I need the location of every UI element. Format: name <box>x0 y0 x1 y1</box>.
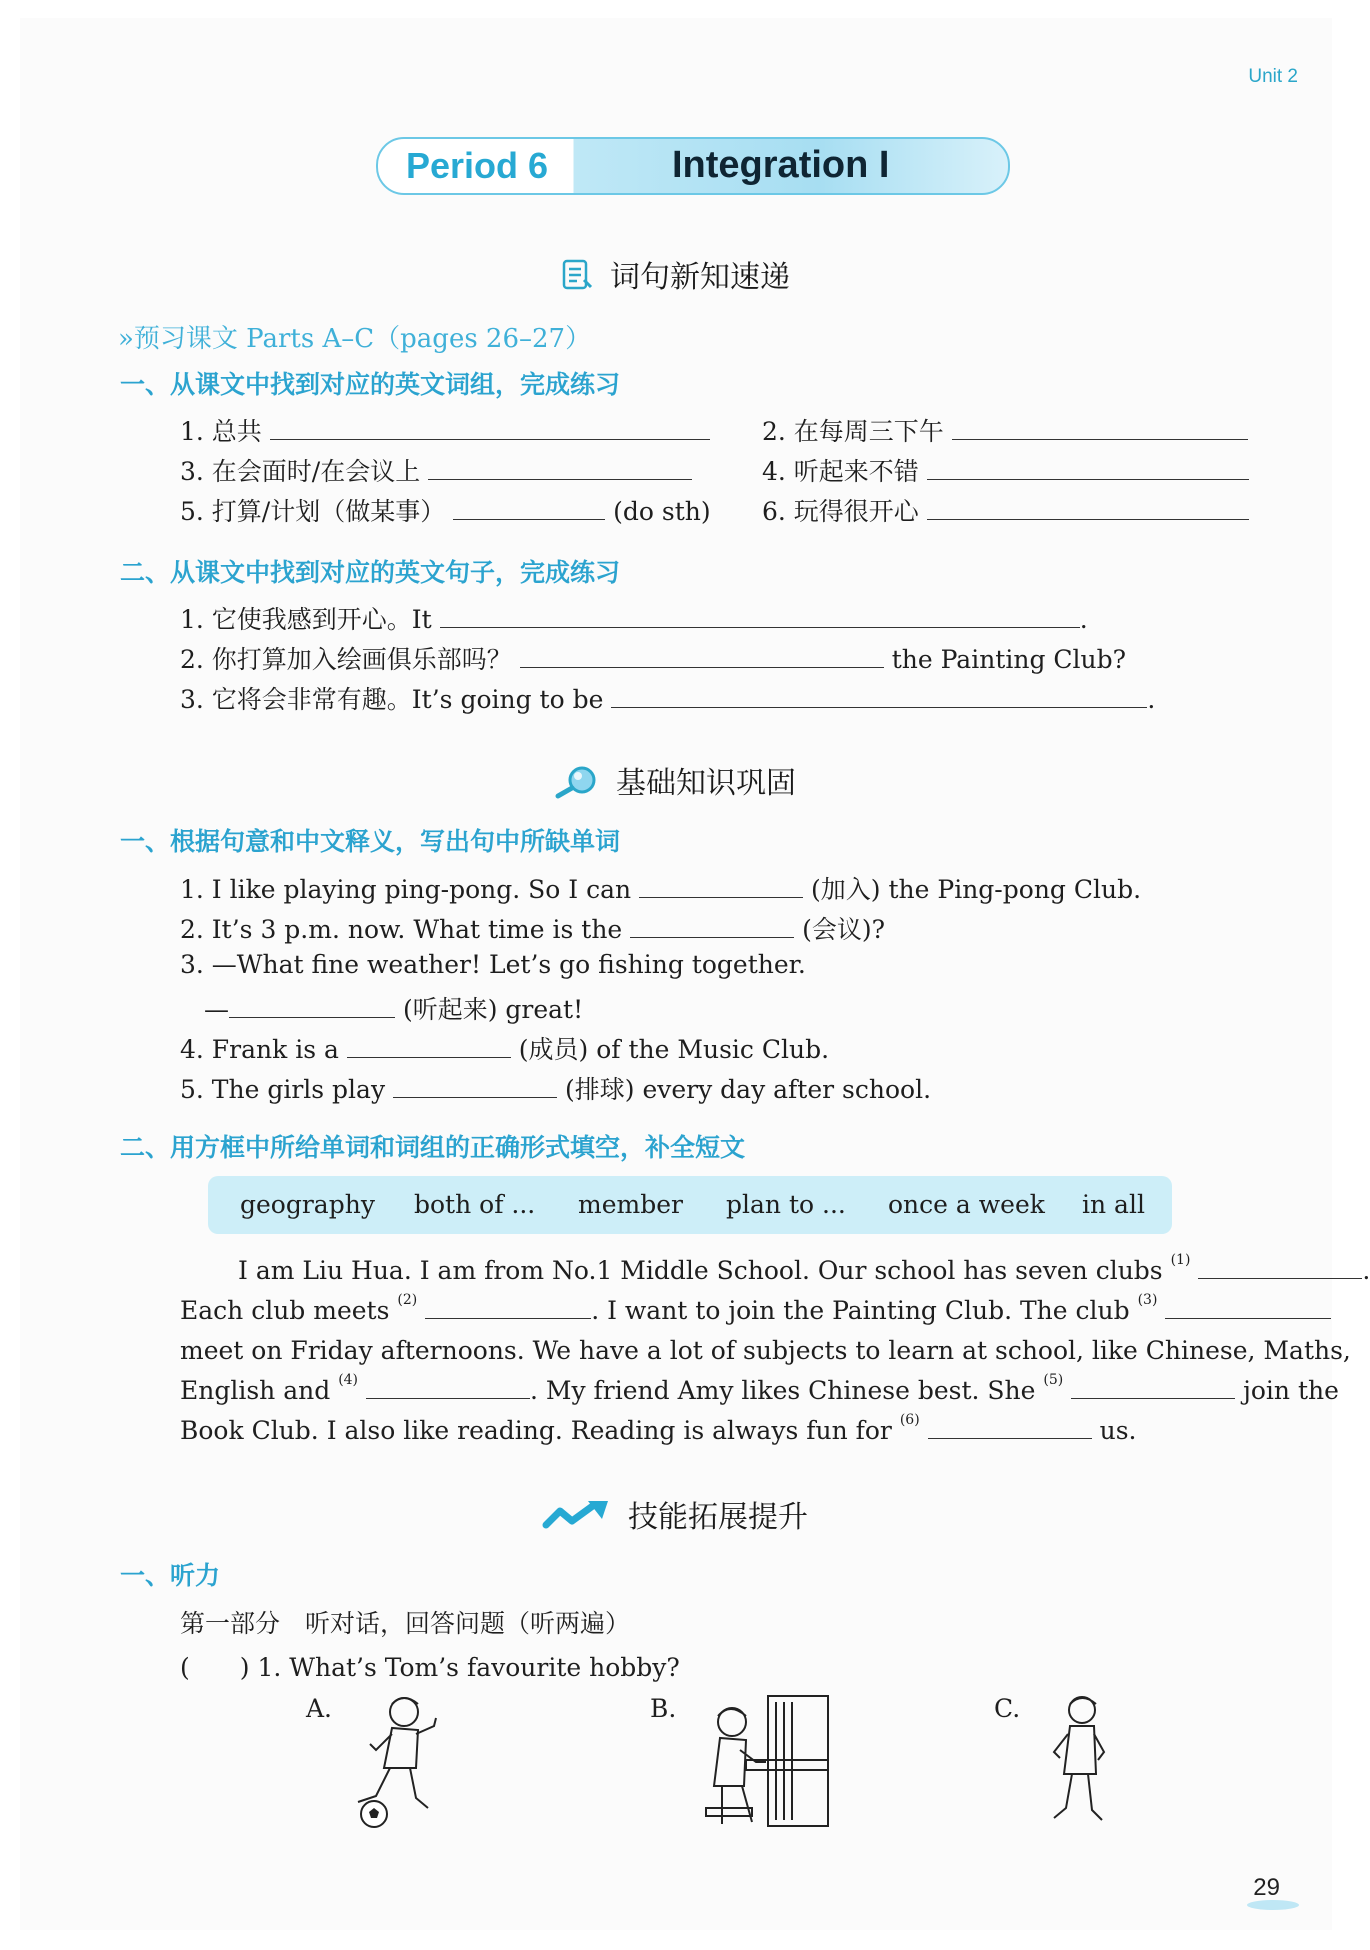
word-bank-item: both of ... <box>414 1190 536 1219</box>
word-bank-item: once a week <box>888 1190 1045 1219</box>
part-title-1-1: 一、从课文中找到对应的英文词组，完成练习 <box>120 370 621 399</box>
part-title-3-1: 一、听力 <box>120 1561 221 1590</box>
fill-item-3: 3. —What fine weather! Let’s go fishing together. <box>180 950 806 979</box>
magnifier-icon <box>554 764 600 806</box>
period-label: Period 6 <box>406 145 549 186</box>
fill-item-3-reply: — (听起来) great! <box>204 995 584 1024</box>
answer-blank[interactable] <box>952 419 1248 440</box>
word-bank <box>208 1176 1172 1234</box>
sentence-item-3: 3. 它将会非常有趣。It’s going to be . <box>180 685 1156 714</box>
football-boy-image[interactable] <box>336 1690 446 1830</box>
listening-part-label: 第一部分 听对话，回答问题（听两遍） <box>180 1609 631 1638</box>
answer-blank[interactable] <box>1165 1298 1331 1319</box>
answer-blank[interactable] <box>453 499 605 520</box>
option-b-label[interactable]: B. <box>650 1694 677 1723</box>
sentence-item-2: 2. 你打算加入绘画俱乐部吗？ the Painting Club? <box>180 645 1127 674</box>
answer-blank[interactable] <box>428 459 692 480</box>
word-bank-item: in all <box>1082 1190 1145 1219</box>
preview-note: »预习课文 Parts A–C（pages 26–27） <box>118 324 592 354</box>
fill-item-5: 5. The girls play (排球) every day after school. <box>180 1075 932 1104</box>
word-bank-item: geography <box>240 1190 375 1219</box>
fill-item-1: 1. I like playing ping-pong. So I can (加入) the Ping-pong Club. <box>180 875 1142 904</box>
fill-item-4: 4. Frank is a (成员) of the Music Club. <box>180 1035 830 1064</box>
notebook-icon <box>560 258 594 300</box>
answer-blank[interactable] <box>639 877 803 898</box>
answer-blank[interactable] <box>928 1418 1092 1439</box>
passage-line-2: Each club meets $^{(2)}$ . I want to join the Painting Club. The club $^{(3)}$ <box>180 1296 1331 1325</box>
part-title-2-1: 一、根据句意和中文释义，写出句中所缺单词 <box>120 827 621 856</box>
answer-blank[interactable] <box>366 1378 530 1399</box>
section-heading-3-text: 技能拓展提升 <box>628 1500 808 1535</box>
period-banner <box>376 137 1010 195</box>
phrase-item-4: 4. 听起来不错 <box>762 452 1249 488</box>
passage-line-1: I am Liu Hua. I am from No.1 Middle School. Our school has seven clubs $^{(1)}$ . <box>238 1252 1370 1285</box>
fill-item-2: 2. It’s 3 p.m. now. What time is the (会议)? <box>180 915 886 944</box>
answer-blank[interactable] <box>630 917 794 938</box>
word-bank-item: member <box>578 1190 683 1219</box>
part-title-1-2: 二、从课文中找到对应的英文句子，完成练习 <box>120 558 621 587</box>
answer-blank[interactable] <box>927 459 1249 480</box>
section-heading-2 <box>0 758 1350 806</box>
answer-blank[interactable] <box>229 997 395 1018</box>
answer-blank[interactable] <box>927 499 1249 520</box>
answer-blank[interactable] <box>520 647 884 668</box>
unit-label: Unit 2 <box>1248 66 1298 87</box>
phrase-item-6: 6. 玩得很开心 <box>762 492 1249 528</box>
page-number-decoration <box>1247 1900 1299 1910</box>
option-a-label[interactable]: A. <box>306 1694 333 1723</box>
answer-blank[interactable] <box>393 1077 557 1098</box>
section-heading-2-text: 基础知识巩固 <box>616 766 796 801</box>
phrase-item-3: 3. 在会面时/在会议上 <box>180 452 692 488</box>
passage-line-3: meet on Friday afternoons. We have a lot of subjects to learn at school, like Chinese, Maths, <box>180 1336 1351 1365</box>
standing-boy-image[interactable] <box>1040 1690 1120 1840</box>
word-bank-item: plan to ... <box>726 1190 846 1219</box>
answer-bracket[interactable]: ( ) <box>180 1653 250 1682</box>
passage-line-5: Book Club. I also like reading. Reading is always fun for $^{(6)}$ us. <box>180 1412 1137 1445</box>
option-c-label[interactable]: C. <box>994 1694 1021 1723</box>
part-title-2-2: 二、用方框中所给单词和词组的正确形式填空，补全短文 <box>120 1133 746 1162</box>
answer-blank[interactable] <box>1071 1378 1235 1399</box>
section-heading-3 <box>0 1492 1350 1539</box>
sentence-item-1: 1. 它使我感到开心。It . <box>180 605 1088 634</box>
answer-blank[interactable] <box>270 419 710 440</box>
trend-arrow-icon <box>542 1499 612 1539</box>
answer-blank[interactable] <box>440 607 1080 628</box>
answer-blank[interactable] <box>347 1037 511 1058</box>
piano-boy-image[interactable] <box>696 1690 836 1840</box>
listening-question-1: ( ) 1. What’s Tom’s favourite hobby? <box>180 1653 680 1682</box>
answer-blank[interactable] <box>425 1298 591 1319</box>
answer-blank[interactable] <box>611 687 1147 708</box>
lesson-title: Integration I <box>672 144 890 186</box>
answer-blank[interactable] <box>1198 1258 1362 1279</box>
phrase-item-5: 5. 打算/计划（做某事） (do sth) <box>180 497 711 526</box>
phrase-item-1: 1. 总共 <box>180 412 710 448</box>
passage-line-4: English and $^{(4)}$ . My friend Amy likes Chinese best. She $^{(5)}$ join the <box>180 1372 1339 1405</box>
section-heading-1-text: 词句新知速递 <box>610 260 790 295</box>
phrase-item-2: 2. 在每周三下午 <box>762 412 1248 448</box>
page-number: 29 <box>1253 1874 1280 1902</box>
section-heading-1 <box>0 252 1350 300</box>
